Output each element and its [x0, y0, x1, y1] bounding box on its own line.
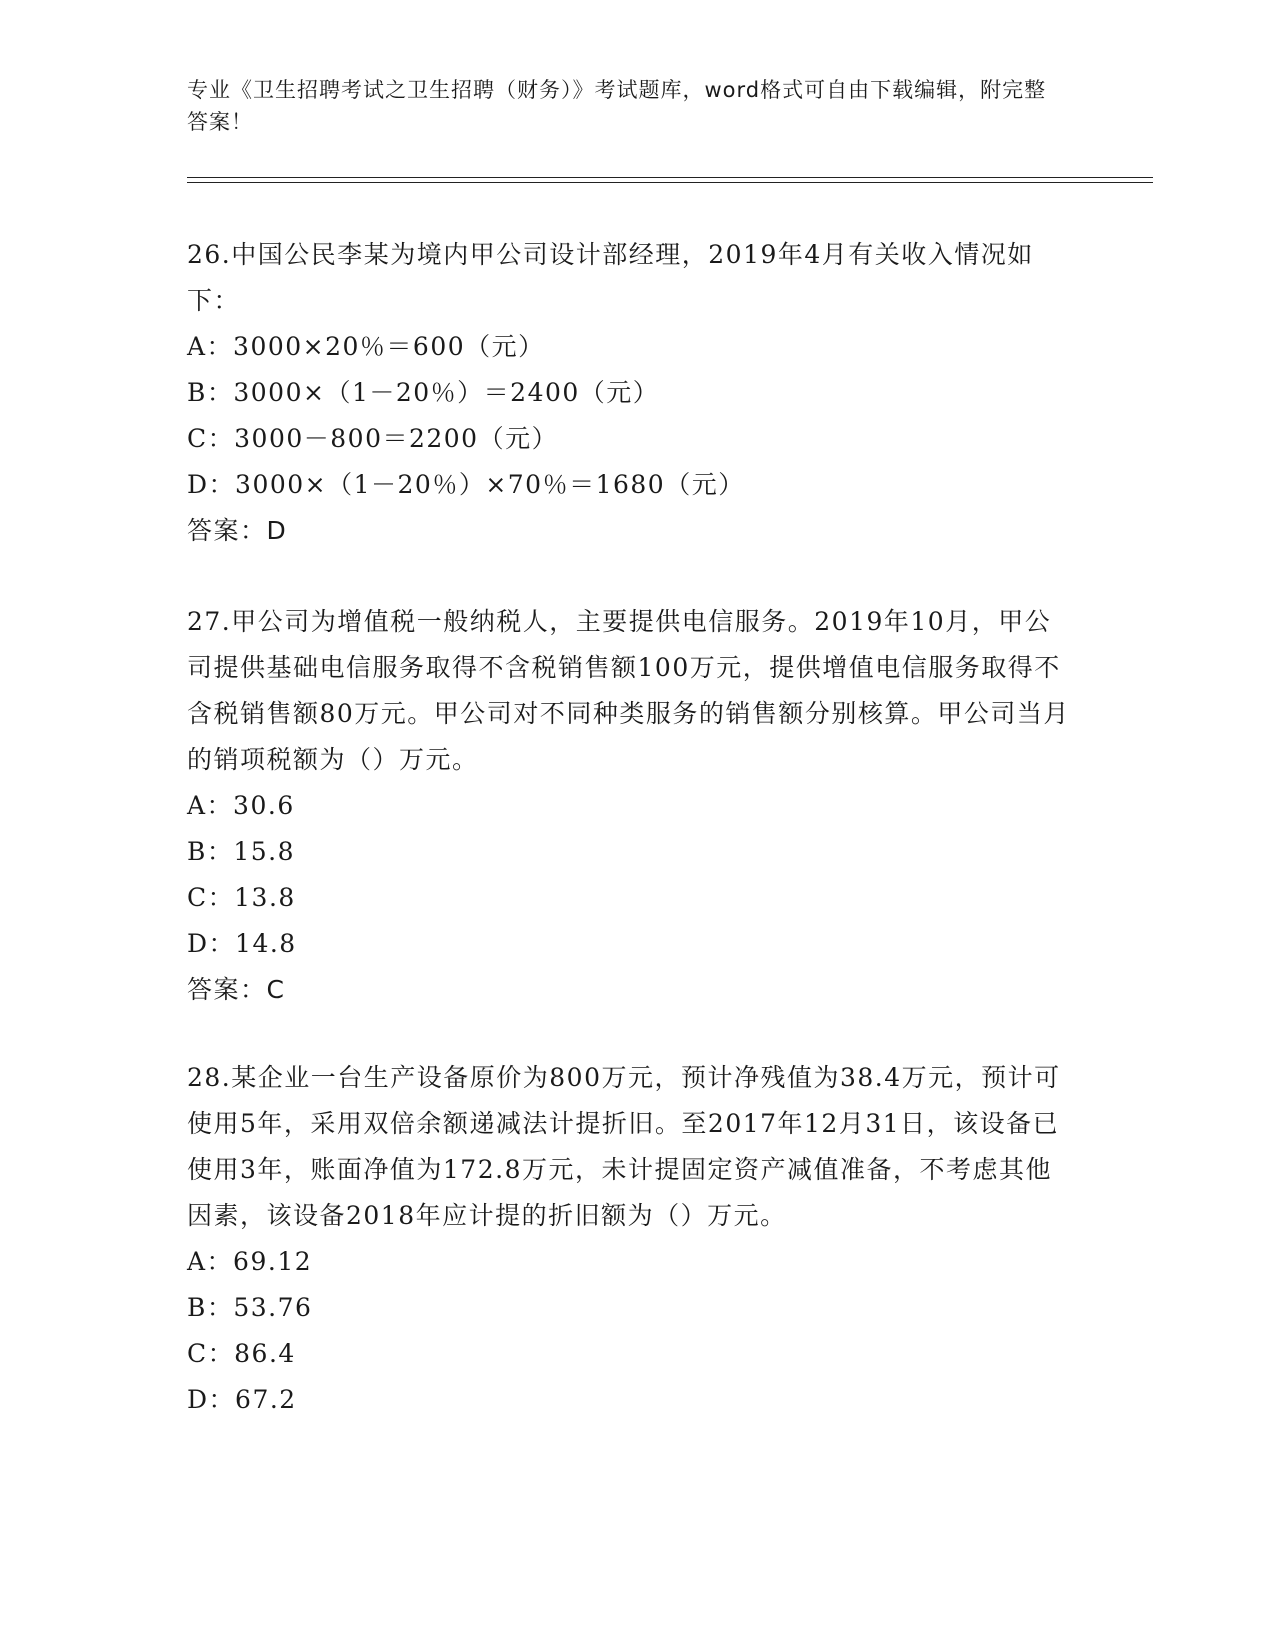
question-28: [187, 1055, 1077, 1423]
question-options: [187, 324, 1077, 508]
header-divider-top: [187, 177, 1153, 178]
option-a: A：3000×20％＝600（元）: [187, 332, 545, 361]
question-options: [187, 1239, 1077, 1423]
option-d: D：14.8: [187, 929, 297, 958]
option-c: C：86.4: [187, 1339, 296, 1368]
option-b: B：15.8: [187, 837, 296, 866]
question-stem: 28.某企业一台生产设备原价为800万元，预计净残值为38.4万元，预计可使用5年，采用双倍余额递减法计提折旧。至2017年12月31日，该设备已使用3年，账面净值为172.8万元，未计提固定资产减值准备，不考虑其他因素，该设备2018年应计提的折旧额为（）万元。: [187, 1063, 1061, 1230]
answer-label: 答案：C: [187, 975, 286, 1004]
document-header: [187, 74, 1067, 138]
question-stem: 26.中国公民李某为境内甲公司设计部经理，2019年4月有关收入情况如下：: [187, 240, 1034, 315]
option-c: C：3000－800＝2200（元）: [187, 424, 559, 453]
question-options: [187, 783, 1077, 967]
option-c: C：13.8: [187, 883, 296, 912]
option-a: A：69.12: [187, 1247, 313, 1276]
question-27: [187, 599, 1077, 1013]
option-d: D：3000×（1－20％）×70％＝1680（元）: [187, 470, 745, 499]
header-title: 专业《卫生招聘考试之卫生招聘（财务）》考试题库，word格式可自由下载编辑，附完整答案！: [187, 78, 1047, 134]
option-a: A：30.6: [187, 791, 295, 820]
option-b: B：53.76: [187, 1293, 313, 1322]
header-divider-bottom: [187, 182, 1153, 183]
question-stem: 27.甲公司为增值税一般纳税人，主要提供电信服务。2019年10月，甲公司提供基础电信服务取得不含税销售额100万元，提供增值电信服务取得不含税销售额80万元。甲公司对不同种类服务的销售额分别核算。甲公司当月的销项税额为（）万元。: [187, 607, 1070, 774]
answer-label: 答案：D: [187, 516, 288, 545]
option-d: D：67.2: [187, 1385, 297, 1414]
option-b: B：3000×（1－20％）＝2400（元）: [187, 378, 660, 407]
question-26: [187, 232, 1077, 554]
